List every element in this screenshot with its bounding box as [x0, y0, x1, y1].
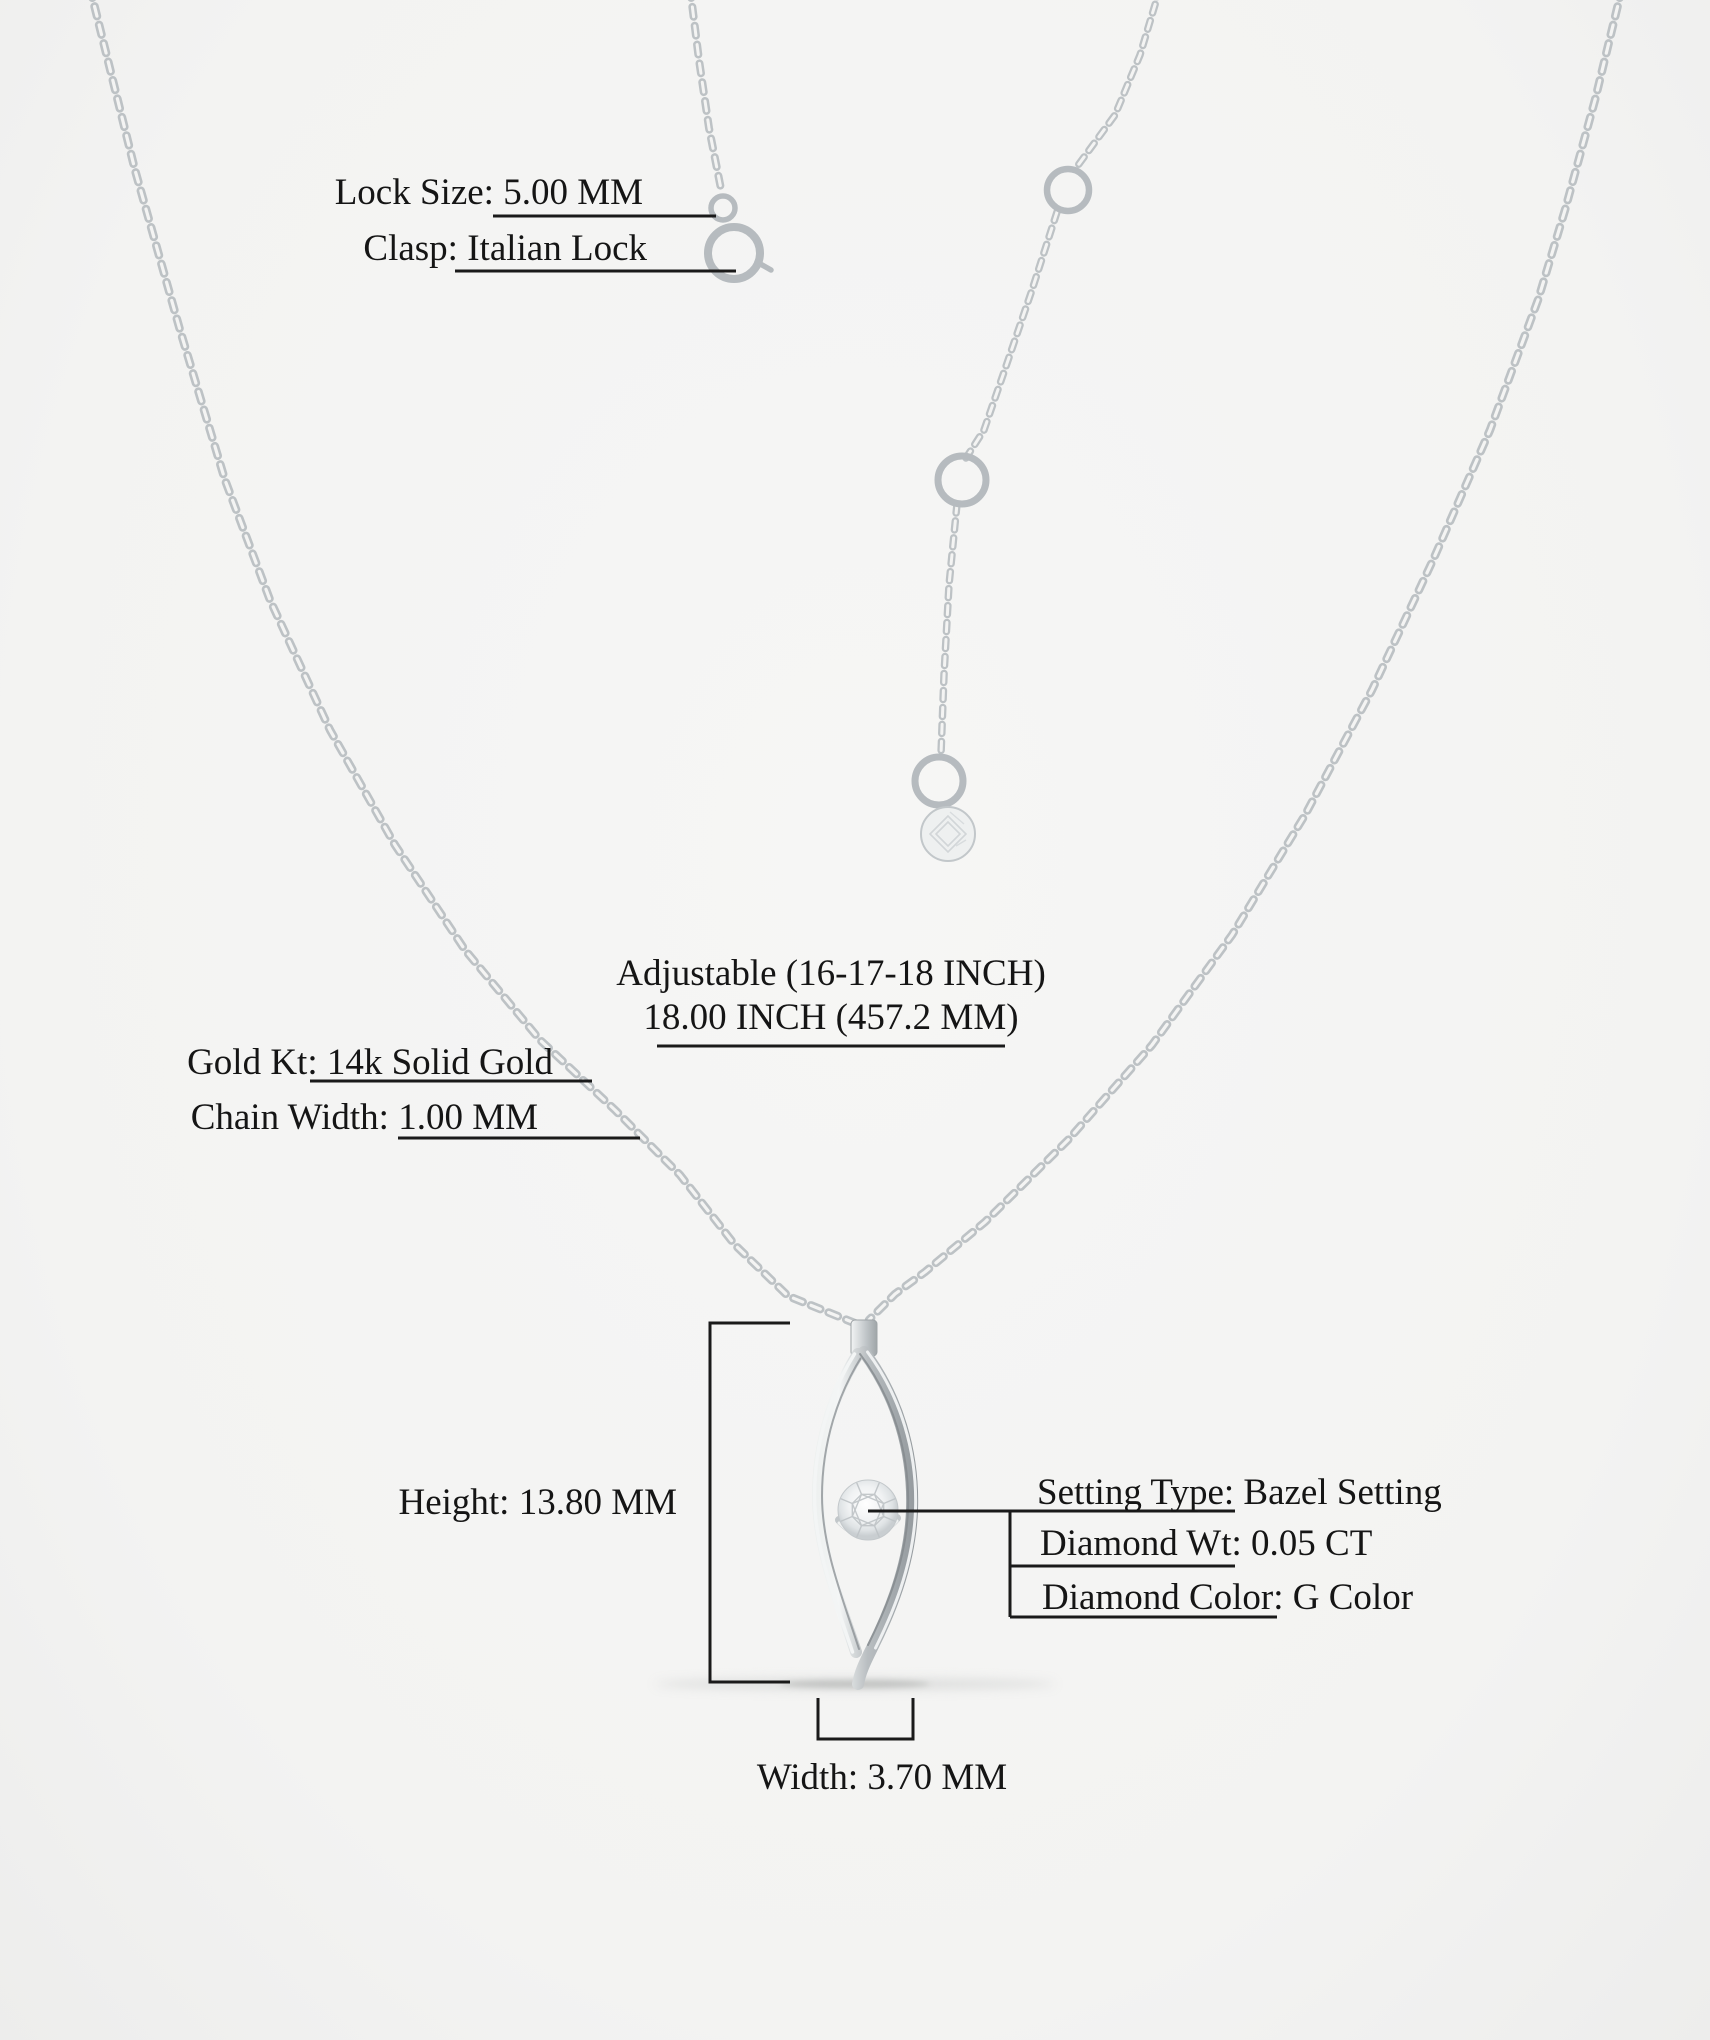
chain-right-side [869, 0, 1622, 1320]
height-bracket [710, 1323, 790, 1682]
label-lock-size: Lock Size: 5.00 MM [334, 172, 643, 213]
label-pendant-width: Width: 3.70 MM [756, 1757, 1008, 1798]
label-chain-length [616, 952, 1046, 1040]
brand-tag-disc [921, 807, 975, 861]
label-setting-type: Setting Type: Bazel Setting [1037, 1472, 1442, 1513]
extender-ring-middle [938, 456, 986, 504]
findings [708, 169, 1089, 861]
label-chain-length-adjustable: Adjustable (16-17-18 INCH) [616, 953, 1046, 994]
label-diamond-weight: Diamond Wt: 0.05 CT [1040, 1523, 1373, 1564]
pendant [815, 1320, 916, 1684]
label-chain-length-total: 18.00 INCH (457.2 MM) [643, 997, 1019, 1038]
label-chain-width: Chain Width: 1.00 MM [190, 1097, 538, 1138]
label-clasp: Clasp: Italian Lock [363, 228, 647, 269]
extender-ring-top [1047, 169, 1089, 211]
extender-ring-bottom [915, 757, 963, 805]
label-pendant-height: Height: 13.80 MM [398, 1482, 677, 1523]
chain-clasp-drop [690, 0, 722, 194]
width-bracket [818, 1698, 913, 1739]
label-diamond-color: Diamond Color: G Color [1042, 1577, 1414, 1618]
chain-extender-drop [941, 0, 1160, 754]
label-gold-karat: Gold Kt: 14k Solid Gold [187, 1042, 553, 1083]
